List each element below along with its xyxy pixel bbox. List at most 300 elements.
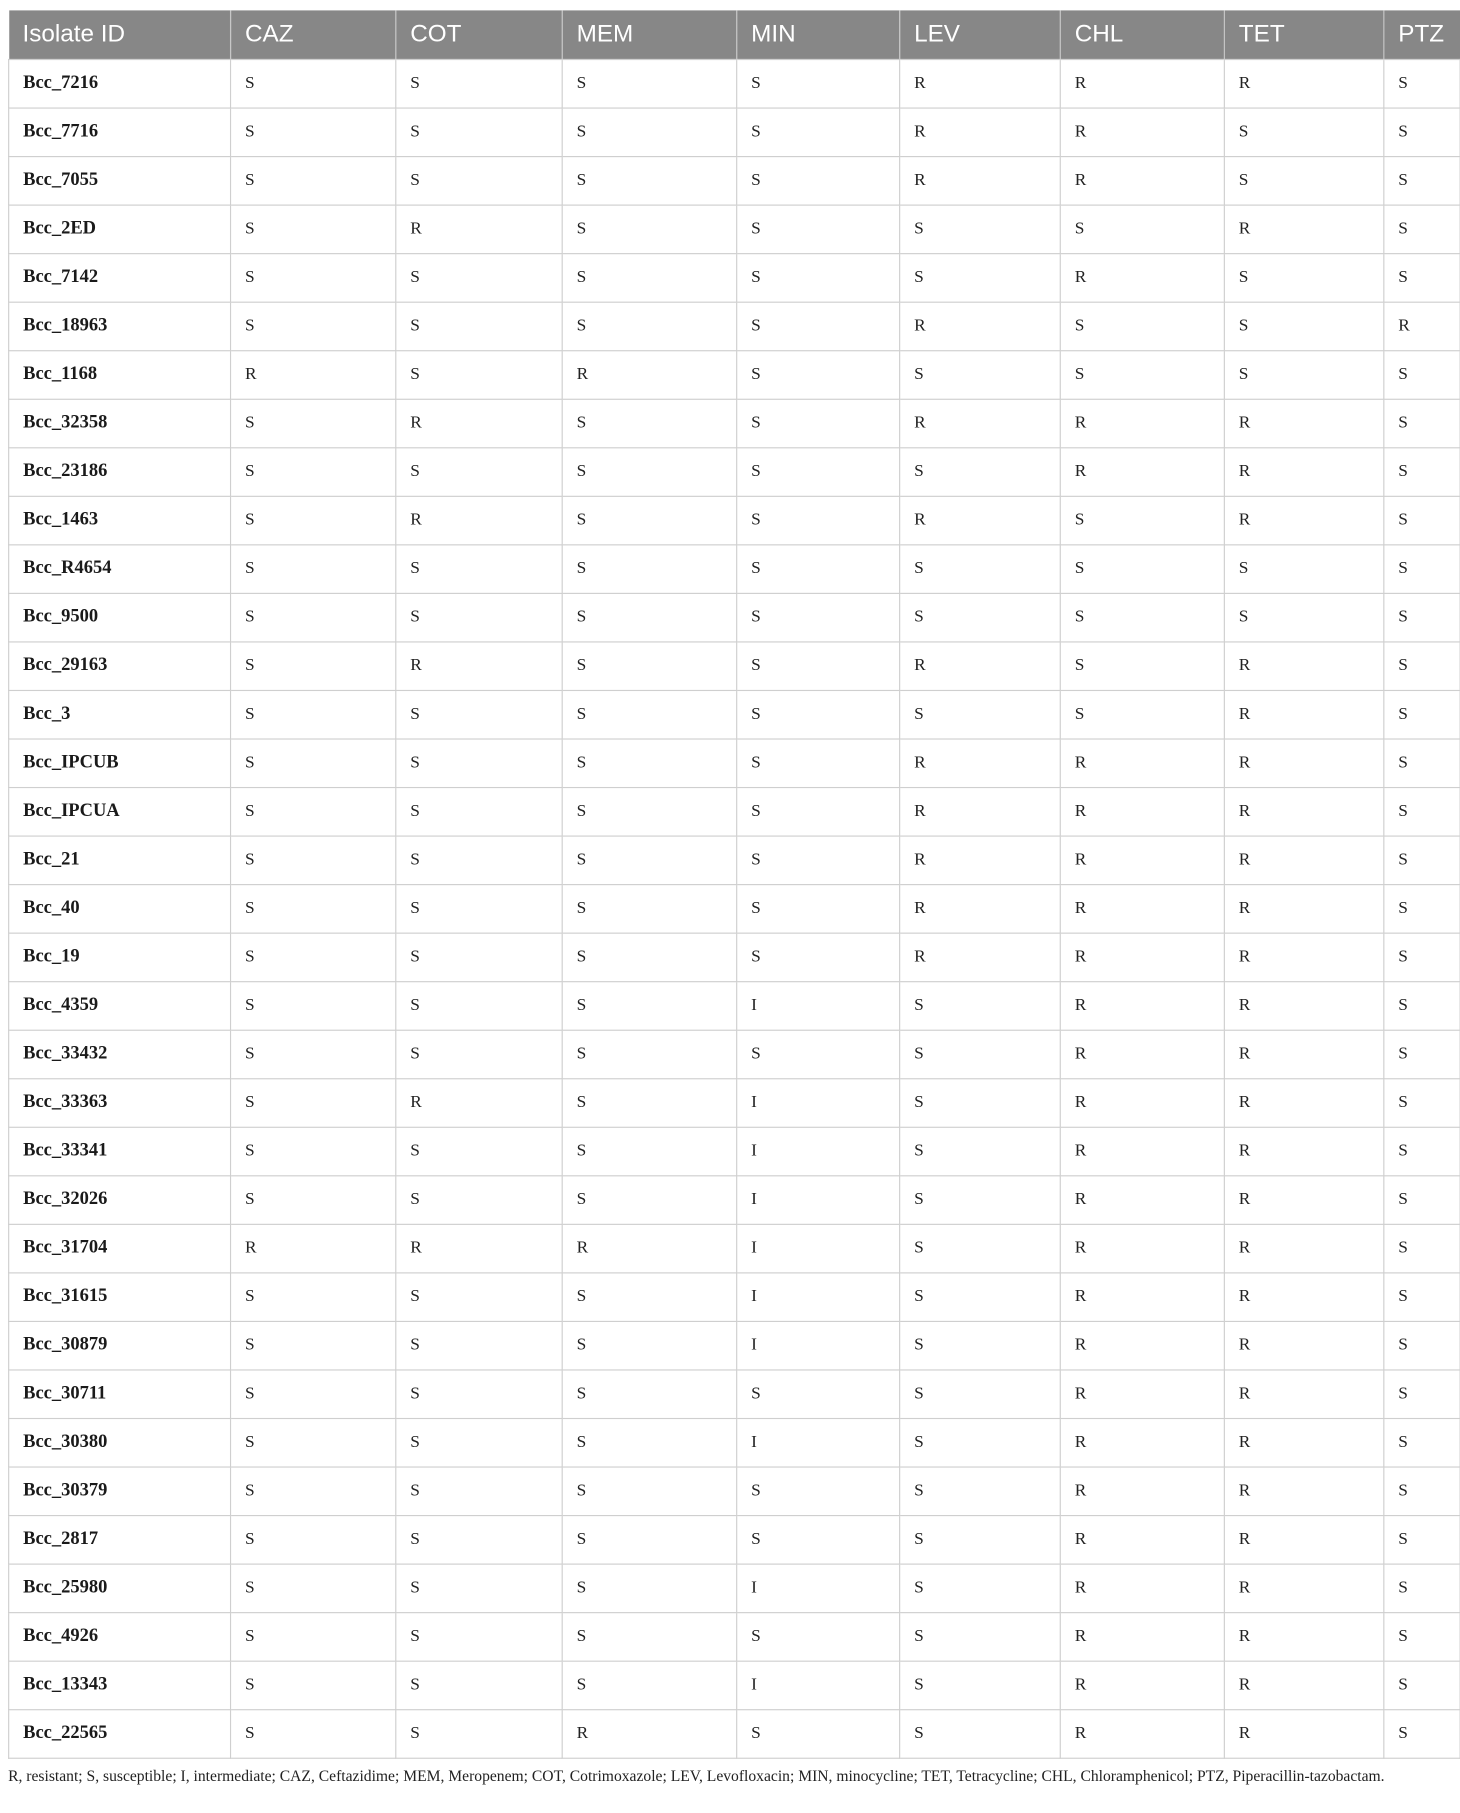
cell-mem: S xyxy=(562,641,736,690)
cell-chl: R xyxy=(1060,1418,1224,1467)
cell-lev: R xyxy=(900,835,1061,884)
cell-mem: S xyxy=(562,1515,736,1564)
cell-chl: R xyxy=(1060,1661,1224,1710)
table-row xyxy=(9,59,1460,108)
cell-caz: S xyxy=(231,59,396,108)
cell-cot: S xyxy=(396,350,562,399)
cell-cot: S xyxy=(396,884,562,933)
cell-caz: S xyxy=(231,1466,396,1515)
cell-mem: S xyxy=(562,544,736,593)
cell-ptz: S xyxy=(1384,1612,1460,1661)
cell-cot: S xyxy=(396,544,562,593)
cell-mem: R xyxy=(562,350,736,399)
cell-caz: S xyxy=(231,835,396,884)
table-row xyxy=(9,1515,1460,1564)
cell-ptz: R xyxy=(1384,302,1460,351)
cell-ptz: S xyxy=(1384,253,1460,302)
cell-tet: R xyxy=(1224,399,1383,448)
cell-chl: R xyxy=(1060,1030,1224,1079)
cell-isolate-id: Bcc_30879 xyxy=(9,1321,231,1370)
cell-min: I xyxy=(737,1175,900,1224)
cell-chl: R xyxy=(1060,835,1224,884)
cell-min: S xyxy=(737,1515,900,1564)
cell-tet: R xyxy=(1224,1321,1383,1370)
cell-chl: S xyxy=(1060,496,1224,545)
cell-isolate-id: Bcc_IPCUA xyxy=(9,787,231,836)
cell-ptz: S xyxy=(1384,1030,1460,1079)
cell-cot: S xyxy=(396,253,562,302)
cell-cot: S xyxy=(396,593,562,642)
cell-chl: S xyxy=(1060,350,1224,399)
cell-lev: R xyxy=(900,496,1061,545)
cell-lev: S xyxy=(900,1515,1061,1564)
cell-isolate-id: Bcc_32358 xyxy=(9,399,231,448)
table-row xyxy=(9,302,1460,351)
cell-min: S xyxy=(737,253,900,302)
table-footnote: R, resistant; S, susceptible; I, intermediate; CAZ, Ceftazidime; MEM, Meropenem; COT, Cotrimoxazole; LEV, Levofloxacin; MIN, minocycline; TET, Tetracycline; CHL, Chloramphenicol; PTZ, Piperacillin-tazobactam. xyxy=(8,1766,1385,1784)
table-row xyxy=(9,593,1460,642)
cell-isolate-id: Bcc_7216 xyxy=(9,59,231,108)
cell-isolate-id: Bcc_22565 xyxy=(9,1709,231,1758)
cell-chl: S xyxy=(1060,205,1224,254)
table-row xyxy=(9,1078,1460,1127)
cell-tet: R xyxy=(1224,1078,1383,1127)
cell-caz: S xyxy=(231,1418,396,1467)
cell-caz: S xyxy=(231,1272,396,1321)
cell-chl: R xyxy=(1060,1466,1224,1515)
cell-cot: R xyxy=(396,496,562,545)
cell-ptz: S xyxy=(1384,350,1460,399)
cell-mem: S xyxy=(562,933,736,982)
cell-min: S xyxy=(737,641,900,690)
cell-mem: S xyxy=(562,107,736,156)
table-row xyxy=(9,1709,1460,1758)
cell-cot: R xyxy=(396,1078,562,1127)
cell-ptz: S xyxy=(1384,1127,1460,1176)
table-row xyxy=(9,1661,1460,1710)
cell-min: S xyxy=(737,884,900,933)
cell-ptz: S xyxy=(1384,1515,1460,1564)
cell-cot: S xyxy=(396,738,562,787)
cell-min: I xyxy=(737,1078,900,1127)
table-row xyxy=(9,1030,1460,1079)
cell-chl: R xyxy=(1060,884,1224,933)
cell-lev: R xyxy=(900,884,1061,933)
cell-tet: R xyxy=(1224,1369,1383,1418)
cell-mem: R xyxy=(562,1224,736,1273)
cell-cot: S xyxy=(396,1272,562,1321)
table-row xyxy=(9,787,1460,836)
cell-cot: S xyxy=(396,1175,562,1224)
cell-chl: S xyxy=(1060,544,1224,593)
cell-caz: S xyxy=(231,738,396,787)
cell-caz: S xyxy=(231,884,396,933)
cell-ptz: S xyxy=(1384,496,1460,545)
cell-mem: S xyxy=(562,1272,736,1321)
cell-lev: R xyxy=(900,399,1061,448)
cell-cot: R xyxy=(396,1224,562,1273)
cell-tet: R xyxy=(1224,1418,1383,1467)
cell-lev: R xyxy=(900,107,1061,156)
cell-caz: S xyxy=(231,690,396,739)
cell-tet: R xyxy=(1224,1224,1383,1273)
table-row xyxy=(9,981,1460,1030)
cell-ptz: S xyxy=(1384,59,1460,108)
table-row xyxy=(9,1369,1460,1418)
cell-cot: R xyxy=(396,205,562,254)
cell-min: S xyxy=(737,787,900,836)
cell-ptz: S xyxy=(1384,1661,1460,1710)
cell-tet: R xyxy=(1224,1564,1383,1613)
cell-caz: S xyxy=(231,641,396,690)
header-isolate-id: Isolate ID xyxy=(9,10,231,59)
cell-chl: R xyxy=(1060,1078,1224,1127)
cell-lev: S xyxy=(900,1321,1061,1370)
cell-caz: S xyxy=(231,1515,396,1564)
cell-chl: R xyxy=(1060,107,1224,156)
cell-ptz: S xyxy=(1384,205,1460,254)
cell-caz: S xyxy=(231,253,396,302)
cell-chl: R xyxy=(1060,1564,1224,1613)
cell-lev: S xyxy=(900,593,1061,642)
cell-tet: R xyxy=(1224,1175,1383,1224)
cell-isolate-id: Bcc_33341 xyxy=(9,1127,231,1176)
cell-lev: S xyxy=(900,447,1061,496)
cell-tet: R xyxy=(1224,59,1383,108)
cell-chl: R xyxy=(1060,1709,1224,1758)
cell-cot: S xyxy=(396,1321,562,1370)
cell-ptz: S xyxy=(1384,981,1460,1030)
susceptibility-table xyxy=(8,10,1460,1758)
cell-caz: S xyxy=(231,1030,396,1079)
cell-ptz: S xyxy=(1384,787,1460,836)
cell-chl: R xyxy=(1060,1272,1224,1321)
cell-tet: R xyxy=(1224,787,1383,836)
cell-min: S xyxy=(737,205,900,254)
cell-cot: S xyxy=(396,302,562,351)
cell-isolate-id: Bcc_19 xyxy=(9,933,231,982)
cell-mem: S xyxy=(562,884,736,933)
table-row xyxy=(9,447,1460,496)
cell-chl: R xyxy=(1060,1321,1224,1370)
cell-caz: S xyxy=(231,496,396,545)
cell-isolate-id: Bcc_31704 xyxy=(9,1224,231,1273)
cell-caz: S xyxy=(231,1661,396,1710)
cell-tet: R xyxy=(1224,1272,1383,1321)
cell-mem: S xyxy=(562,1418,736,1467)
header-caz: CAZ xyxy=(231,10,396,59)
cell-chl: R xyxy=(1060,399,1224,448)
cell-chl: S xyxy=(1060,641,1224,690)
cell-caz: S xyxy=(231,1321,396,1370)
cell-min: S xyxy=(737,690,900,739)
table-row xyxy=(9,641,1460,690)
cell-cot: S xyxy=(396,1030,562,1079)
cell-min: I xyxy=(737,1224,900,1273)
cell-mem: S xyxy=(562,59,736,108)
cell-min: S xyxy=(737,933,900,982)
cell-min: S xyxy=(737,544,900,593)
cell-cot: S xyxy=(396,1418,562,1467)
cell-min: S xyxy=(737,835,900,884)
cell-cot: R xyxy=(396,399,562,448)
cell-mem: S xyxy=(562,981,736,1030)
cell-lev: S xyxy=(900,1224,1061,1273)
cell-ptz: S xyxy=(1384,593,1460,642)
cell-cot: S xyxy=(396,787,562,836)
header-ptz: PTZ xyxy=(1384,10,1460,59)
cell-isolate-id: Bcc_4359 xyxy=(9,981,231,1030)
cell-chl: R xyxy=(1060,253,1224,302)
table-body xyxy=(9,59,1460,1758)
cell-chl: R xyxy=(1060,447,1224,496)
cell-min: S xyxy=(737,350,900,399)
table-row xyxy=(9,1224,1460,1273)
cell-cot: S xyxy=(396,1661,562,1710)
cell-lev: S xyxy=(900,1030,1061,1079)
table-row xyxy=(9,107,1460,156)
cell-caz: S xyxy=(231,1078,396,1127)
cell-lev: S xyxy=(900,1661,1061,1710)
cell-isolate-id: Bcc_IPCUB xyxy=(9,738,231,787)
table-row xyxy=(9,253,1460,302)
cell-tet: R xyxy=(1224,496,1383,545)
cell-caz: S xyxy=(231,544,396,593)
cell-ptz: S xyxy=(1384,738,1460,787)
cell-min: S xyxy=(737,1030,900,1079)
cell-chl: R xyxy=(1060,981,1224,1030)
cell-lev: R xyxy=(900,302,1061,351)
cell-lev: S xyxy=(900,1078,1061,1127)
table-row xyxy=(9,496,1460,545)
cell-mem: S xyxy=(562,787,736,836)
cell-lev: S xyxy=(900,1369,1061,1418)
cell-ptz: S xyxy=(1384,1224,1460,1273)
cell-lev: S xyxy=(900,205,1061,254)
cell-mem: S xyxy=(562,690,736,739)
table-row xyxy=(9,1418,1460,1467)
cell-min: S xyxy=(737,1709,900,1758)
cell-min: S xyxy=(737,59,900,108)
cell-cot: S xyxy=(396,107,562,156)
cell-lev: R xyxy=(900,738,1061,787)
table-row xyxy=(9,835,1460,884)
cell-tet: R xyxy=(1224,447,1383,496)
cell-isolate-id: Bcc_2ED xyxy=(9,205,231,254)
cell-ptz: S xyxy=(1384,1078,1460,1127)
cell-isolate-id: Bcc_33432 xyxy=(9,1030,231,1079)
cell-tet: R xyxy=(1224,1612,1383,1661)
cell-min: S xyxy=(737,496,900,545)
cell-min: I xyxy=(737,1661,900,1710)
cell-chl: R xyxy=(1060,1369,1224,1418)
cell-chl: R xyxy=(1060,1127,1224,1176)
cell-cot: R xyxy=(396,641,562,690)
header-chl: CHL xyxy=(1060,10,1224,59)
cell-caz: S xyxy=(231,399,396,448)
cell-cot: S xyxy=(396,1515,562,1564)
table-row xyxy=(9,884,1460,933)
cell-mem: S xyxy=(562,835,736,884)
cell-mem: S xyxy=(562,1078,736,1127)
cell-isolate-id: Bcc_7716 xyxy=(9,107,231,156)
cell-isolate-id: Bcc_4926 xyxy=(9,1612,231,1661)
table-row xyxy=(9,1175,1460,1224)
table-row xyxy=(9,1466,1460,1515)
cell-min: S xyxy=(737,156,900,205)
cell-lev: S xyxy=(900,1272,1061,1321)
cell-caz: S xyxy=(231,981,396,1030)
cell-isolate-id: Bcc_1168 xyxy=(9,350,231,399)
cell-tet: S xyxy=(1224,156,1383,205)
cell-lev: S xyxy=(900,1127,1061,1176)
table-row xyxy=(9,350,1460,399)
cell-mem: R xyxy=(562,1709,736,1758)
cell-caz: S xyxy=(231,1127,396,1176)
cell-lev: S xyxy=(900,1612,1061,1661)
cell-mem: S xyxy=(562,1612,736,1661)
cell-lev: S xyxy=(900,253,1061,302)
cell-mem: S xyxy=(562,399,736,448)
table-row xyxy=(9,399,1460,448)
cell-caz: R xyxy=(231,1224,396,1273)
cell-lev: S xyxy=(900,350,1061,399)
cell-caz: S xyxy=(231,205,396,254)
cell-min: I xyxy=(737,1418,900,1467)
cell-tet: R xyxy=(1224,1030,1383,1079)
cell-chl: R xyxy=(1060,1175,1224,1224)
cell-isolate-id: Bcc_25980 xyxy=(9,1564,231,1613)
cell-lev: S xyxy=(900,981,1061,1030)
cell-cot: S xyxy=(396,1369,562,1418)
cell-mem: S xyxy=(562,1564,736,1613)
cell-ptz: S xyxy=(1384,1321,1460,1370)
cell-caz: S xyxy=(231,1709,396,1758)
cell-mem: S xyxy=(562,593,736,642)
table-row xyxy=(9,156,1460,205)
cell-isolate-id: Bcc_23186 xyxy=(9,447,231,496)
cell-min: S xyxy=(737,1466,900,1515)
cell-tet: R xyxy=(1224,641,1383,690)
cell-min: S xyxy=(737,593,900,642)
cell-min: I xyxy=(737,1127,900,1176)
cell-isolate-id: Bcc_18963 xyxy=(9,302,231,351)
cell-caz: R xyxy=(231,350,396,399)
cell-min: S xyxy=(737,1369,900,1418)
header-cot: COT xyxy=(396,10,562,59)
cell-mem: S xyxy=(562,302,736,351)
cell-ptz: S xyxy=(1384,1466,1460,1515)
table-row xyxy=(9,1272,1460,1321)
cell-caz: S xyxy=(231,593,396,642)
cell-mem: S xyxy=(562,1175,736,1224)
table-row xyxy=(9,690,1460,739)
cell-lev: S xyxy=(900,1175,1061,1224)
cell-isolate-id: Bcc_2817 xyxy=(9,1515,231,1564)
cell-ptz: S xyxy=(1384,399,1460,448)
cell-tet: S xyxy=(1224,253,1383,302)
cell-isolate-id: Bcc_1463 xyxy=(9,496,231,545)
cell-tet: R xyxy=(1224,1515,1383,1564)
table-header-row xyxy=(9,10,1460,59)
cell-ptz: S xyxy=(1384,107,1460,156)
cell-mem: S xyxy=(562,1127,736,1176)
cell-isolate-id: Bcc_13343 xyxy=(9,1661,231,1710)
table-row xyxy=(9,1612,1460,1661)
cell-cot: S xyxy=(396,59,562,108)
cell-lev: S xyxy=(900,1564,1061,1613)
cell-caz: S xyxy=(231,1175,396,1224)
cell-cot: S xyxy=(396,690,562,739)
cell-tet: R xyxy=(1224,690,1383,739)
cell-mem: S xyxy=(562,1369,736,1418)
cell-isolate-id: Bcc_7142 xyxy=(9,253,231,302)
header-min: MIN xyxy=(737,10,900,59)
cell-mem: S xyxy=(562,738,736,787)
cell-caz: S xyxy=(231,1369,396,1418)
header-tet: TET xyxy=(1224,10,1383,59)
cell-chl: R xyxy=(1060,738,1224,787)
cell-min: S xyxy=(737,738,900,787)
cell-tet: R xyxy=(1224,1466,1383,1515)
cell-ptz: S xyxy=(1384,1709,1460,1758)
cell-min: S xyxy=(737,302,900,351)
cell-ptz: S xyxy=(1384,544,1460,593)
cell-min: S xyxy=(737,1612,900,1661)
cell-lev: S xyxy=(900,1466,1061,1515)
cell-cot: S xyxy=(396,1127,562,1176)
cell-lev: S xyxy=(900,690,1061,739)
cell-tet: S xyxy=(1224,544,1383,593)
cell-cot: S xyxy=(396,1564,562,1613)
cell-isolate-id: Bcc_3 xyxy=(9,690,231,739)
cell-lev: S xyxy=(900,1418,1061,1467)
cell-mem: S xyxy=(562,496,736,545)
cell-min: S xyxy=(737,107,900,156)
cell-isolate-id: Bcc_29163 xyxy=(9,641,231,690)
cell-cot: S xyxy=(396,1466,562,1515)
cell-mem: S xyxy=(562,1321,736,1370)
cell-lev: R xyxy=(900,641,1061,690)
cell-tet: S xyxy=(1224,302,1383,351)
cell-tet: R xyxy=(1224,1661,1383,1710)
cell-mem: S xyxy=(562,447,736,496)
cell-caz: S xyxy=(231,107,396,156)
cell-min: S xyxy=(737,447,900,496)
cell-caz: S xyxy=(231,1564,396,1613)
table-row xyxy=(9,933,1460,982)
cell-isolate-id: Bcc_32026 xyxy=(9,1175,231,1224)
table-row xyxy=(9,1564,1460,1613)
cell-mem: S xyxy=(562,1030,736,1079)
cell-tet: R xyxy=(1224,933,1383,982)
cell-ptz: S xyxy=(1384,156,1460,205)
cell-cot: S xyxy=(396,933,562,982)
header-lev: LEV xyxy=(900,10,1061,59)
cell-chl: R xyxy=(1060,1612,1224,1661)
cell-tet: R xyxy=(1224,738,1383,787)
cell-tet: R xyxy=(1224,884,1383,933)
cell-caz: S xyxy=(231,302,396,351)
cell-ptz: S xyxy=(1384,1369,1460,1418)
cell-lev: S xyxy=(900,1709,1061,1758)
cell-tet: R xyxy=(1224,205,1383,254)
cell-isolate-id: Bcc_31615 xyxy=(9,1272,231,1321)
cell-mem: S xyxy=(562,1661,736,1710)
cell-isolate-id: Bcc_9500 xyxy=(9,593,231,642)
cell-lev: S xyxy=(900,544,1061,593)
cell-cot: S xyxy=(396,1612,562,1661)
